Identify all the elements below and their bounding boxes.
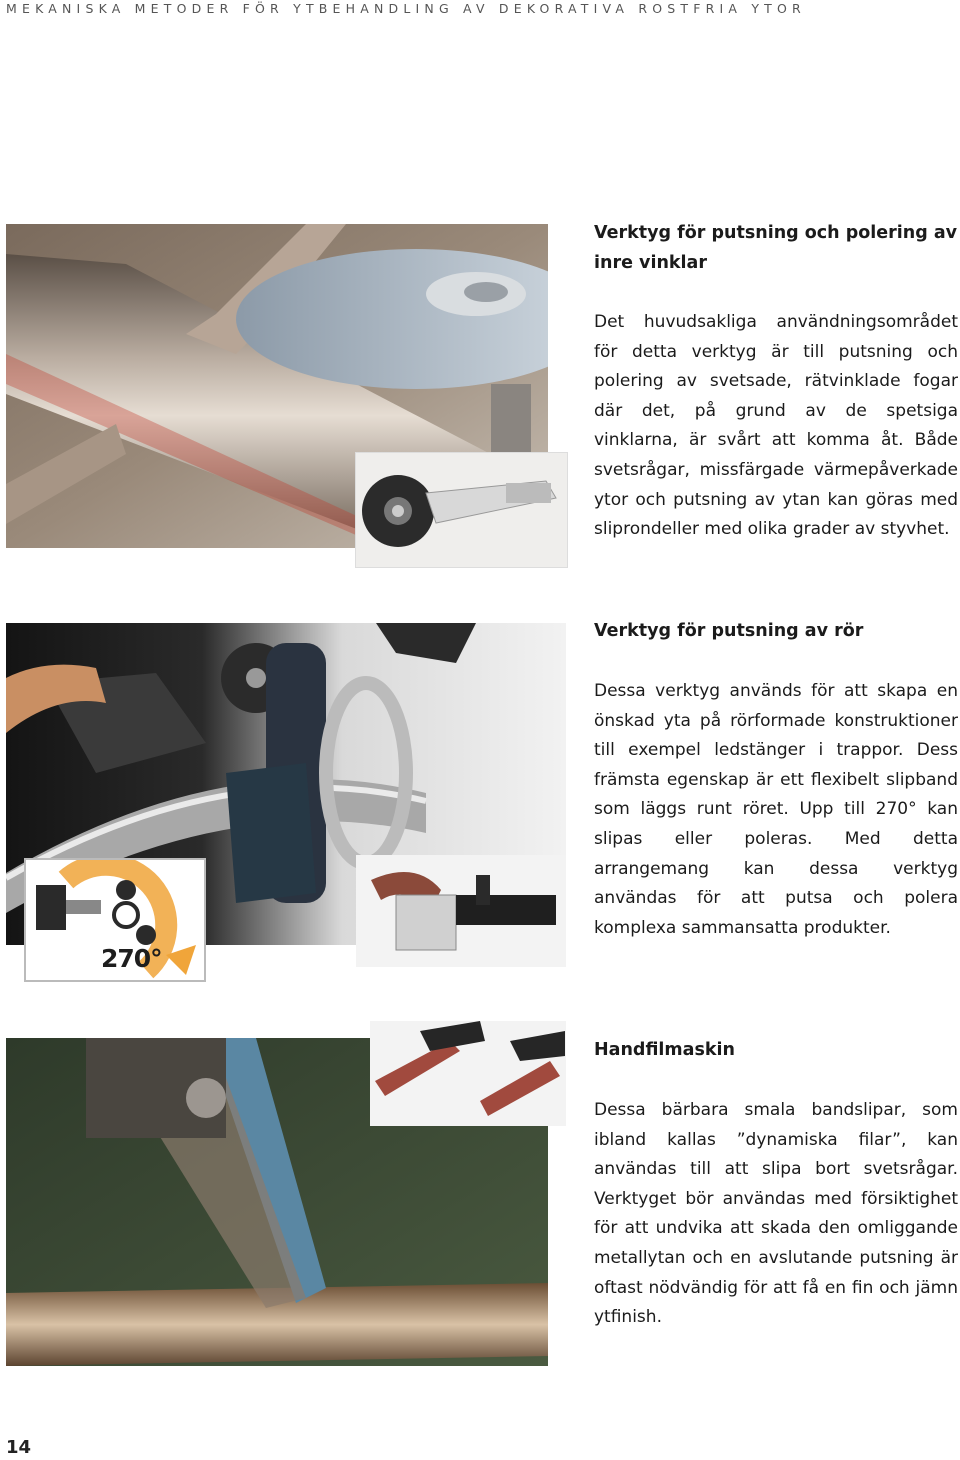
section-body-belt-file: Dessa bärbara smala bandslipar, som ibland kallas ”dynamiska filar”, kan användas till att slipa bort svetsrågar. Verktyget bör användas med försiktighet för att undvika att skada den omliggande metallytan och en avslutande putsning är oftast nödvändig för att få en fin och jämn ytfinish. [594, 1100, 958, 1328]
photo-belt-file-tools [370, 1021, 566, 1126]
section-title-inner-corners: Verktyg för putsning och polering av inre vinklar [594, 223, 958, 273]
running-head: MEKANISKA METODER FÖR YTBEHANDLING AV DEKORATIVA ROSTFRIA YTOR [6, 1, 806, 16]
angle-label: 270° [101, 944, 162, 973]
photo-corner-polishing-tool [355, 452, 568, 568]
section-body-tube-polishing: Dessa verktyg används för att skapa en önskad yta på rörformade konstruktioner till exempel ledstänger i trappor. Dess främsta egenskap är ett flexibelt slipband som läggs runt röret. Upp till 270° kan slipas eller poleras. Med detta arrangemang kan dessa verktyg användas för att putsa och polera komplexa sammansatta produkter. [594, 681, 958, 938]
section-title-belt-file: Handfilmaskin [594, 1040, 735, 1060]
section-body-inner-corners: Det huvudsakliga användningsområdet för detta verktyg är till putsning och polering av svetsade, rätvinklade fogar där det, på grund av de spetsiga vinklarna, är svårt att komma åt. Både svetsrågar, missfärgade värmepåverkade ytor och putsning av ytan kan göras med sliprondeller med olika grader av styvhet. [594, 312, 958, 540]
photo-tube-polishing-tool [356, 855, 566, 967]
section-title-tube-polishing: Verktyg för putsning av rör [594, 621, 864, 641]
page-number: 14 [6, 1437, 32, 1458]
diagram-270-degree [24, 858, 206, 982]
